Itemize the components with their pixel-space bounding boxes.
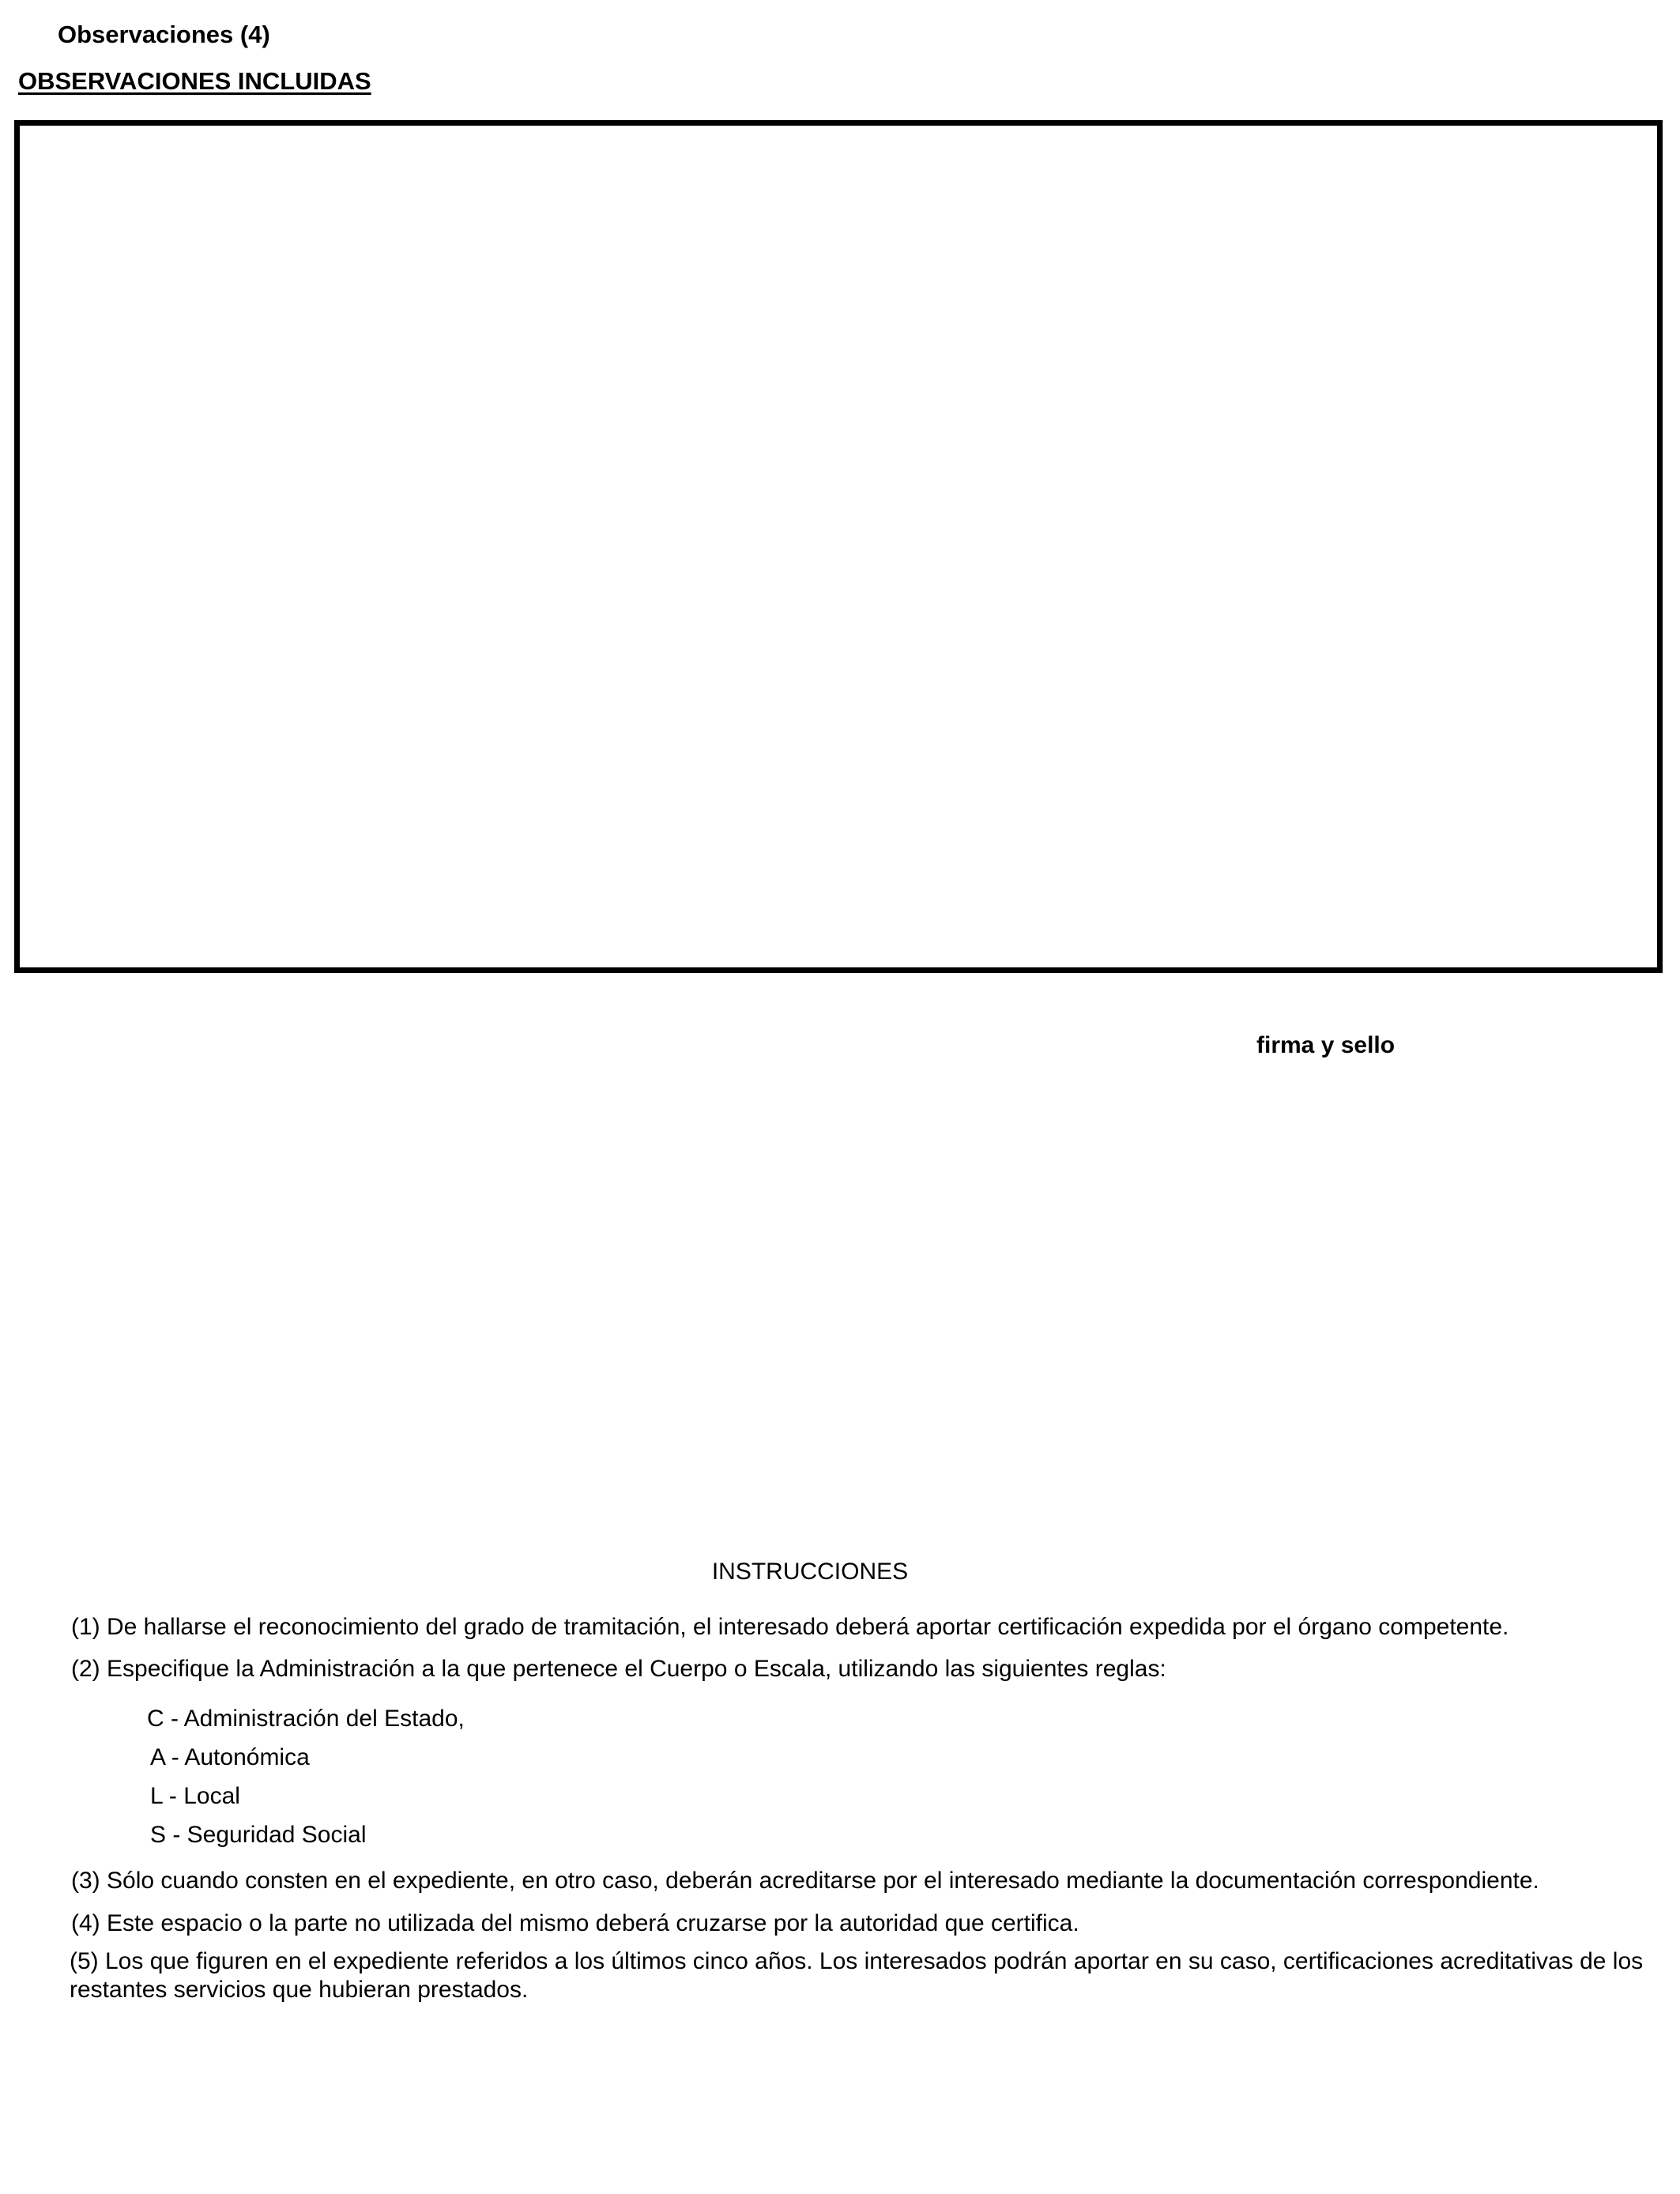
instruction-item-5: (5) Los que figuren en el expediente referidos a los últimos cinco años. Los interesados podrán aportar en su caso, certificaciones acreditativas de los restantes servicios que hubieran prestados. — [70, 1948, 1644, 2003]
rule-item-s: S - Seguridad Social — [150, 1822, 367, 1848]
instructions-heading: INSTRUCCIONES — [711, 1559, 909, 1585]
observations-subtitle: OBSERVACIONES INCLUIDAS — [18, 67, 371, 95]
rule-item-c: C - Administración del Estado, — [147, 1706, 465, 1732]
instruction-item-3: (3) Sólo cuando consten en el expediente, en otro caso, deberán acreditarse por el interesado mediante la documentación correspondiente. — [71, 1868, 1539, 1894]
rule-item-a: A - Autonómica — [150, 1744, 310, 1770]
observations-title: Observaciones (4) — [58, 21, 270, 48]
rule-item-l: L - Local — [150, 1783, 240, 1809]
instruction-item-2: (2) Especifique la Administración a la que pertenece el Cuerpo o Escala, utilizando las siguientes reglas: — [71, 1656, 1166, 1682]
instruction-item-4: (4) Este espacio o la parte no utilizada del mismo deberá cruzarse por la autoridad que certifica. — [71, 1910, 1079, 1936]
signature-label: firma y sello — [1256, 1032, 1396, 1058]
observations-box — [14, 120, 1663, 973]
instruction-item-1: (1) De hallarse el reconocimiento del grado de tramitación, el interesado deberá aportar certificación expedida por el órgano competente. — [71, 1614, 1509, 1640]
